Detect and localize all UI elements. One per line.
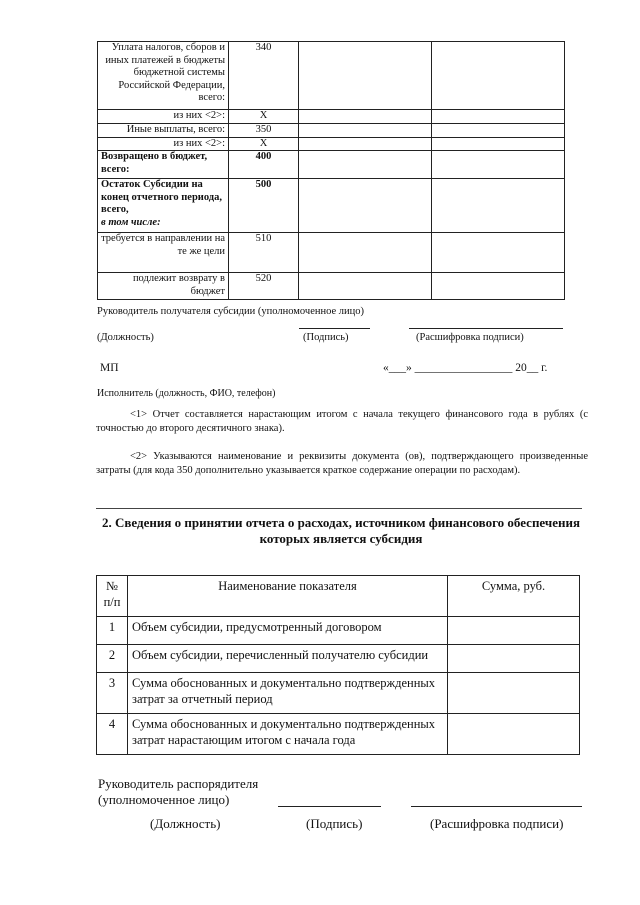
header-name: Наименование показателя (128, 576, 448, 617)
row-label: требуется в направлении на те же цели (98, 233, 229, 273)
position-label: (Должность) (150, 816, 221, 831)
row-value-cell[interactable] (432, 42, 565, 110)
row-value-cell[interactable] (299, 151, 432, 179)
signature-label: (Подпись) (306, 816, 363, 831)
table-row (98, 123, 565, 137)
row-value-cell[interactable] (299, 233, 432, 273)
divider (96, 508, 582, 509)
row-value-cell[interactable] (299, 273, 432, 300)
row-value-cell[interactable] (432, 137, 565, 151)
table-row (98, 110, 565, 124)
row-num: 1 (97, 617, 128, 645)
table-row (98, 42, 565, 110)
footnote-1: <1> Отчет составляется нарастающим итогом с начала текущего финансового года в рублях (с точностью до второго десятичного знака). (96, 409, 588, 434)
table-row (98, 179, 565, 233)
row-value-cell[interactable] (432, 123, 565, 137)
row-code: 340 (229, 42, 299, 110)
table-row (98, 151, 565, 179)
table-row (98, 273, 565, 300)
row-label-cell (98, 179, 229, 233)
row-value-cell[interactable] (299, 110, 432, 124)
row-code: X (229, 110, 299, 124)
row-code: 510 (229, 233, 299, 273)
heading-line-1: 2. Сведения о принятии отчета о расходах, источником финансового обеспечения (102, 515, 580, 530)
position-label: (Должность) (97, 332, 154, 343)
row-name: Объем субсидии, предусмотренный договором (128, 617, 448, 645)
distributor-head-title (98, 776, 258, 808)
decode-line[interactable] (411, 806, 582, 807)
heading-line-2: которых является субсидия (259, 531, 423, 546)
table-header-row (97, 576, 580, 617)
row-value-cell[interactable] (432, 110, 565, 124)
footnote-2: <2> Указываются наименование и реквизиты документа (ов), подтверждающего произведенные затраты (для кода 350 дополнительно указывается краткое содержание операции по расходам). (96, 451, 588, 476)
decode-label: (Расшифровка подписи) (416, 332, 524, 343)
report-acceptance-table (96, 575, 580, 755)
title-line-2: (уполномоченное лицо) (98, 792, 230, 807)
table-row (97, 673, 580, 714)
title-line-1: Руководитель распорядителя (98, 776, 259, 791)
row-value-cell[interactable] (432, 233, 565, 273)
row-value-cell[interactable] (299, 123, 432, 137)
row-value-cell[interactable] (432, 151, 565, 179)
header-sum: Сумма, руб. (448, 576, 580, 617)
table-row (97, 645, 580, 673)
row-num: 4 (97, 714, 128, 755)
signature-label: (Подпись) (303, 332, 349, 343)
expenses-table (97, 41, 565, 300)
row-label: из них <2>: (98, 110, 229, 124)
table-row (97, 617, 580, 645)
row-sum[interactable] (448, 617, 580, 645)
date-field[interactable]: «___» _________________ 20__ г. (383, 362, 548, 374)
table-row (97, 714, 580, 755)
row-code: X (229, 137, 299, 151)
row-sum[interactable] (448, 645, 580, 673)
row-value-cell[interactable] (432, 179, 565, 233)
row-code: 400 (229, 151, 299, 179)
decode-line[interactable] (409, 328, 563, 329)
row-sum[interactable] (448, 673, 580, 714)
header-num: № п/п (97, 576, 128, 617)
row-label: из них <2>: (98, 137, 229, 151)
row-code: 350 (229, 123, 299, 137)
row-label: Иные выплаты, всего: (98, 123, 229, 137)
signature-line[interactable] (278, 806, 381, 807)
row-name: Сумма обоснованных и документально подтвержденных затрат за отчетный период (128, 673, 448, 714)
row-code: 520 (229, 273, 299, 300)
recipient-head-title: Руководитель получателя субсидии (уполномоченное лицо) (97, 306, 364, 317)
row-value-cell[interactable] (299, 179, 432, 233)
row-sum[interactable] (448, 714, 580, 755)
executor-label: Исполнитель (должность, ФИО, телефон) (97, 388, 276, 399)
decode-label: (Расшифровка подписи) (430, 816, 564, 831)
row-name: Объем субсидии, перечисленный получателю субсидии (128, 645, 448, 673)
row-num: 2 (97, 645, 128, 673)
signature-line[interactable] (299, 328, 370, 329)
row-code: 500 (229, 179, 299, 233)
row-num: 3 (97, 673, 128, 714)
section-2-heading (96, 515, 586, 547)
row-value-cell[interactable] (299, 137, 432, 151)
stamp-label: МП (100, 362, 119, 374)
row-value-cell[interactable] (299, 42, 432, 110)
row-label: Остаток Субсидии на конец отчетного периода, всего, (101, 179, 222, 215)
row-value-cell[interactable] (432, 273, 565, 300)
table-row (98, 137, 565, 151)
row-name: Сумма обоснованных и документально подтвержденных затрат нарастающим итогом с начала года (128, 714, 448, 755)
row-label: Возвращено в бюджет, всего: (98, 151, 229, 179)
table-row (98, 233, 565, 273)
row-label: Уплата налогов, сборов и иных платежей в бюджеты бюджетной системы Российской Федерации, всего: (98, 42, 229, 110)
row-label: подлежит возврату в бюджет (98, 273, 229, 300)
row-label-italic: в том числе: (101, 216, 161, 228)
